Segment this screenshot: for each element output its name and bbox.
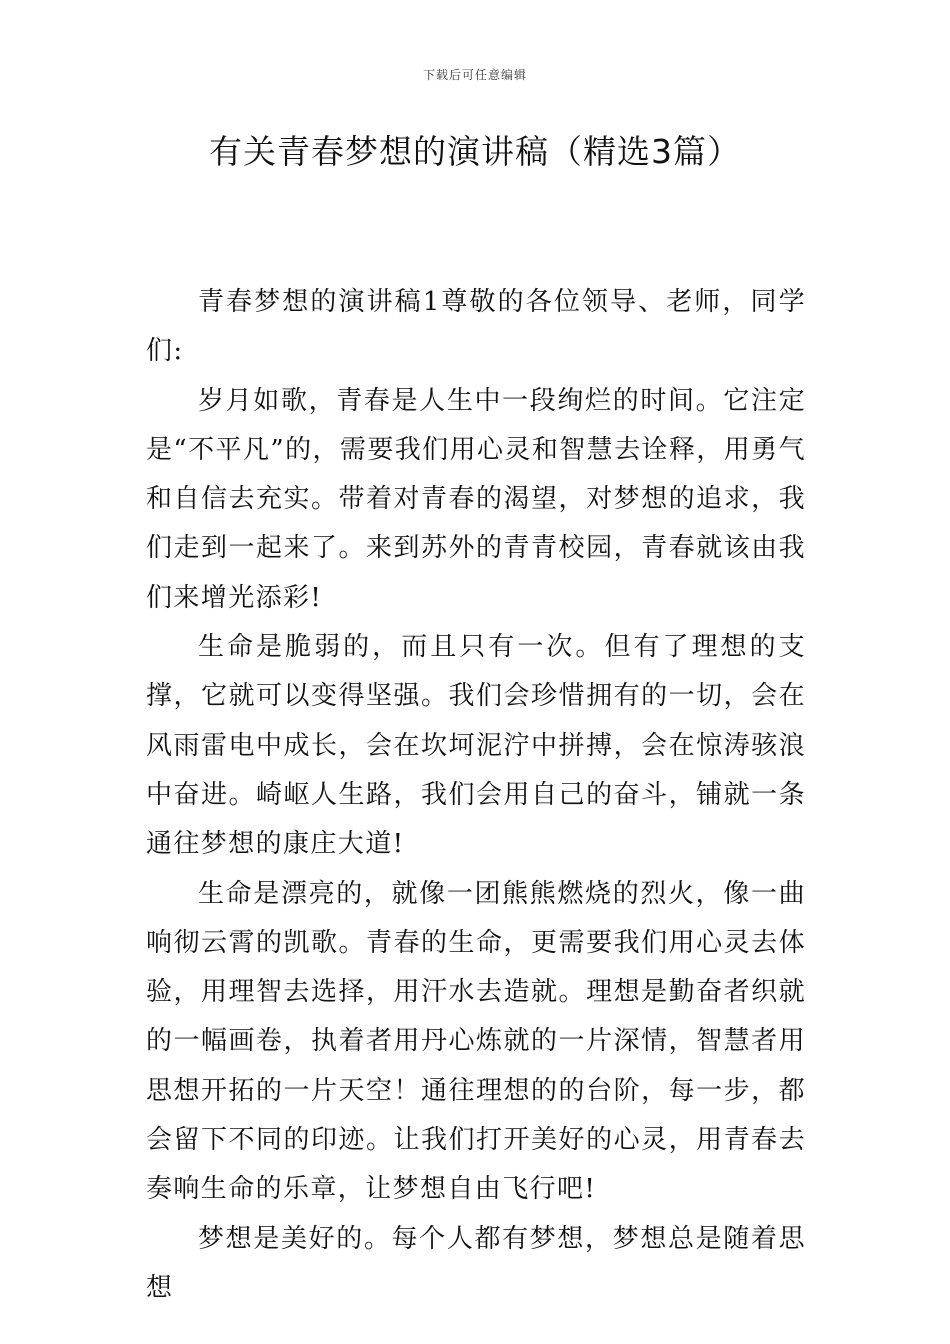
document-body — [146, 278, 806, 1313]
paragraph-1: 青春梦想的演讲稿1尊敬的各位领导、老师，同学们: — [146, 287, 806, 367]
paragraph-2: 岁月如歌，青春是人生中一段绚烂的时间。它注定是“不平凡”的，需要我们用心灵和智慧去诠释，用勇气和自信去充实。带着对青春的渴望，对梦想的追求，我们走到一起来了。来到苏外的青青校园，青春就该由我们来增光添彩! — [146, 385, 806, 613]
paragraph-3: 生命是脆弱的，而且只有一次。但有了理想的支撑，它就可以变得坚强。我们会珍惜拥有的一切，会在风雨雷电中成长，会在坎坷泥泞中拼搏，会在惊涛骇浪中奋进。崎岖人生路，我们会用自己的奋斗，铺就一条通往梦想的康庄大道! — [146, 632, 806, 860]
paragraph-5: 梦想是美好的。每个人都有梦想，梦想总是随着思想 — [146, 1223, 806, 1303]
document-title: 有关青春梦想的演讲稿（精选3篇） — [209, 132, 741, 171]
header-note: 下载后可任意编辑 — [422, 68, 527, 82]
paragraph-4: 生命是漂亮的，就像一团熊熊燃烧的烈火，像一曲响彻云霄的凯歌。青春的生命，更需要我们用心灵去体验，用理智去选择，用汗水去造就。理想是勤奋者织就的一幅画卷，执着者用丹心炼就的一片深情，智慧者用思想开拓的一片天空！通往理想的的台阶，每一步，都会留下不同的印迹。让我们打开美好的心灵，用青春去奏响生命的乐章，让梦想自由飞行吧! — [146, 878, 806, 1205]
